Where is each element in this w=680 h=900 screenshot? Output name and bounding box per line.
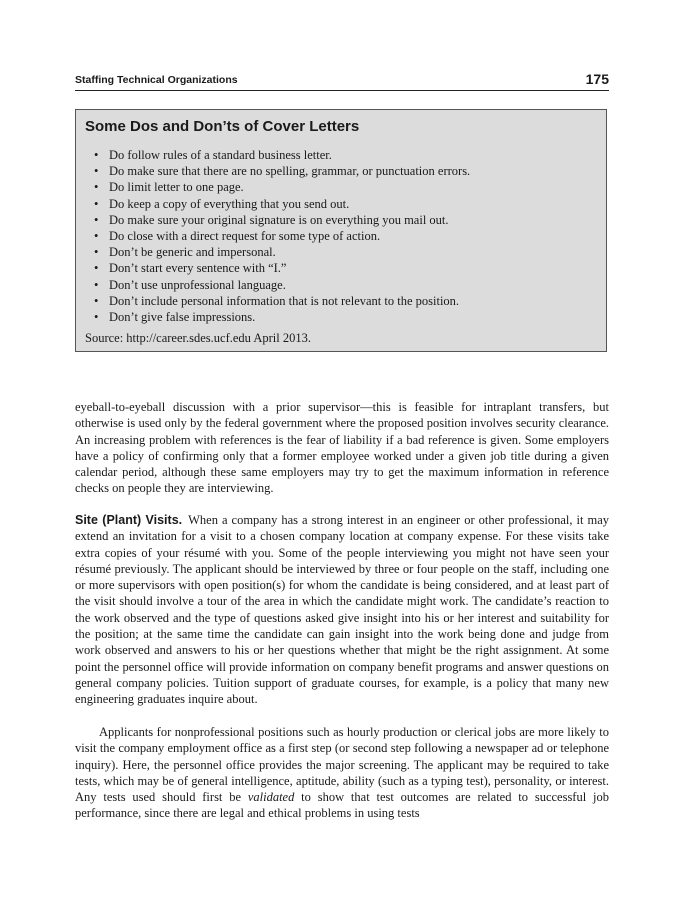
list-item: • Don’t start every sentence with “I.”: [94, 261, 287, 276]
tips-list: [94, 147, 470, 325]
list-item: • Don’t be generic and impersonal.: [94, 245, 276, 260]
paragraph-3-text-b: to show that test outcomes are related to successful job performance, since there are legal and ethical problems in using tests: [75, 790, 609, 821]
running-title: Staffing Technical Organizations: [75, 74, 238, 86]
bullet-icon: •: [94, 180, 99, 195]
bullet-icon: •: [94, 293, 99, 308]
bullet-icon: •: [94, 245, 99, 260]
body-paragraph-3: [75, 724, 609, 822]
list-item: • Do make sure that there are no spelling, grammar, or punctuation errors.: [94, 164, 471, 179]
list-item: • Do keep a copy of everything that you send out.: [94, 196, 350, 211]
box-title: Some Dos and Don’ts of Cover Letters: [85, 118, 360, 135]
bullet-icon: •: [94, 310, 99, 325]
bullet-icon: •: [94, 229, 99, 244]
body-paragraph-2: [75, 512, 609, 708]
bullet-icon: •: [94, 164, 99, 179]
list-item: • Don’t include personal information that is not relevant to the position.: [94, 293, 460, 308]
bullet-icon: •: [94, 196, 99, 211]
page-number: 175: [585, 71, 609, 87]
bullet-icon: •: [94, 261, 99, 276]
list-item: • Do follow rules of a standard business letter.: [94, 148, 332, 162]
list-item: • Don’t give false impressions.: [94, 310, 256, 325]
body-paragraph-1: eyeball-to-eyeball discussion with a prior supervisor—this is feasible for intraplant transfers, but otherwise is used only by the federal government where the proposed position involves security clearance. An increasing problem with references is the fear of liability if a bad reference is given. Some employers have a policy of confirming only that a former employee worked under a given job title during a given calendar period, although these same employers may try to get the maximum information in reference checks on people they are interviewing.: [75, 400, 609, 496]
list-item: • Do limit letter to one page.: [94, 180, 244, 195]
section-heading: Site (Plant) Visits.: [75, 513, 183, 527]
list-item: • Don’t use unprofessional language.: [94, 277, 286, 292]
list-item: • Do make sure your original signature is on everything you mail out.: [94, 212, 449, 227]
box-source: Source: http://career.sdes.ucf.edu April 2013.: [85, 331, 311, 345]
emphasis-validated: validated: [247, 790, 295, 805]
cover-letter-tips-box: [75, 109, 607, 352]
paragraph-2-text: When a company has a strong interest in an engineer or other professional, it may extend an invitation for a visit to a chosen company location at company expense. For these visits take extra copies of your résumé with you. Some of the people interviewing you might not have seen your résumé previously. The applicant should be interviewed by three or four people on the staff, including one or more supervisors with open position(s) for whom the candidate is being considered, and at least part of the visit should involve a tour of the area in which the candidate might work. The candidate’s reaction to the work observed and the type of questions asked give insight into his or her interest and suitability for the position; at the same time the candidate can gain insight into the work being done and judge from work observed and answers to his or her questions whether that might be the right assignment. At some point the personnel office will provide information on company benefit programs and answer questions on general company policies. Tuition support of graduate courses, for example, is a policy that many new engineering graduates inquire about.: [75, 513, 609, 707]
bullet-icon: •: [94, 148, 99, 162]
running-head: [75, 72, 609, 91]
list-item: • Do close with a direct request for some type of action.: [94, 229, 381, 244]
paragraph-3-text-a: Applicants for nonprofessional positions such as hourly production or clerical jobs are more likely to visit the company employment office as a first step (or second step following a newspaper ad or telephone inquiry). Here, the personnel office provides the major screening. The applicant may be required to take tests, which may be of general intelligence, aptitude, ability (such as a typing test), personality, or interest. Any tests used should first be: [75, 725, 609, 805]
bullet-icon: •: [94, 277, 99, 292]
bullet-icon: •: [94, 212, 99, 227]
